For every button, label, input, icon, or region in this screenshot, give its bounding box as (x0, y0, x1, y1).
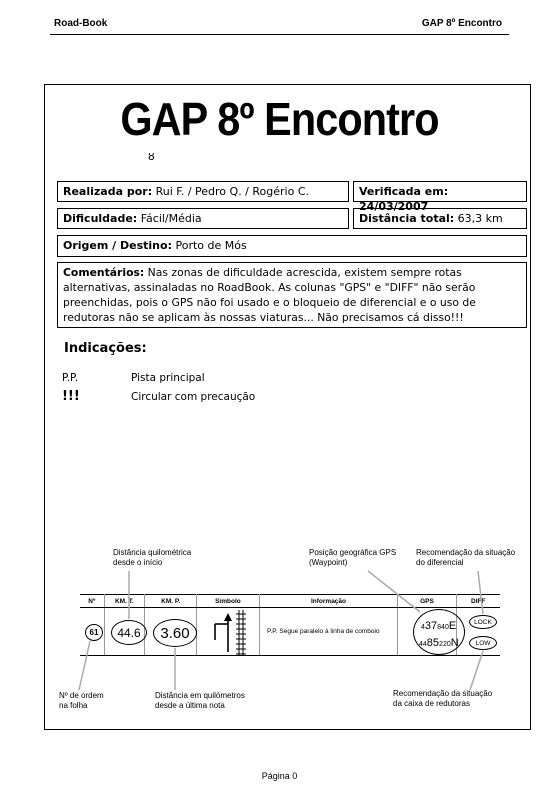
realizada-label: Realizada por: (63, 185, 153, 198)
legend-abbr: P.P. (62, 372, 79, 384)
column-header: Nº (80, 595, 104, 608)
distancia-value: 63,3 km (454, 212, 503, 225)
column-header: KM. T. (104, 595, 144, 608)
diff-low-oval: LOW (469, 636, 497, 650)
origem-value: Porto de Mós (171, 239, 247, 252)
column-header: Informação (259, 595, 398, 608)
verificada-label: Verificada em: 24/03/2007 (359, 185, 449, 213)
annotation-redutoras: Recomendação da situação da caixa de redutoras (393, 689, 493, 708)
km-total-oval: 44.6 (111, 620, 147, 645)
column-header: Símbolo (197, 595, 259, 608)
pointer-lines (79, 571, 483, 690)
comentarios-value: Nas zonas de dificuldade acrescida, existem sempre rotas alternativas, assinaladas no RoadBook. As colunas "GPS" e "DIFF" não serão preenchidas, pois o GPS não foi usado e o bloqueio de diferencial e o uso de redutoras não se aplicam às nossas viaturas... Não precisamos cá disso!!! (63, 266, 476, 324)
legend-desc: Pista principal (131, 372, 205, 384)
info-cell-text: P.P. Segue paralelo à linha de comboio (267, 628, 380, 635)
gps-northing: 4485220N (419, 637, 459, 649)
indicacoes-title: Indicações: (64, 341, 147, 356)
road-symbol-icon (215, 610, 246, 656)
legend-desc: Circular com precaução (131, 391, 256, 403)
dificuldade-value: Fácil/Média (137, 212, 202, 225)
dificuldade-label: Dificuldade: (63, 212, 138, 225)
order-number-oval: 61 (85, 624, 103, 641)
annotation-gps: Posição geográfica GPS (Waypoint) (309, 548, 397, 567)
logo-glyph: ȣ (148, 150, 155, 163)
column-header: KM. P. (145, 595, 197, 608)
km-partial-oval: 3.60 (153, 619, 197, 647)
gps-easting: 437840E (421, 620, 457, 632)
page-number: Página 0 (261, 771, 298, 781)
column-header: GPS (398, 595, 456, 608)
annotation-km-p: Distância em quilómetros desde a última nota (155, 691, 245, 710)
annotation-n: Nº de ordem na folha (59, 691, 104, 710)
legend-abbr: !!! (62, 389, 80, 404)
column-header: DIFF (456, 595, 500, 608)
annotation-km-t: Distância quilométrica desde o início (113, 548, 192, 567)
header-left-text: Road-Book (54, 18, 108, 29)
comentarios-label: Comentários: (63, 266, 145, 279)
page-title: GAP 8º Encontro (120, 93, 439, 145)
origem-label: Origem / Destino: (63, 239, 172, 252)
diff-lock-oval: LOCK (469, 615, 497, 629)
realizada-value: Rui F. / Pedro Q. / Rogério C. (152, 185, 309, 198)
annotation-diff: Recomendação da situação do diferencial (416, 548, 516, 567)
distancia-label: Distância total: (359, 212, 455, 225)
header-right-text: GAP 8º Encontro (421, 18, 502, 29)
